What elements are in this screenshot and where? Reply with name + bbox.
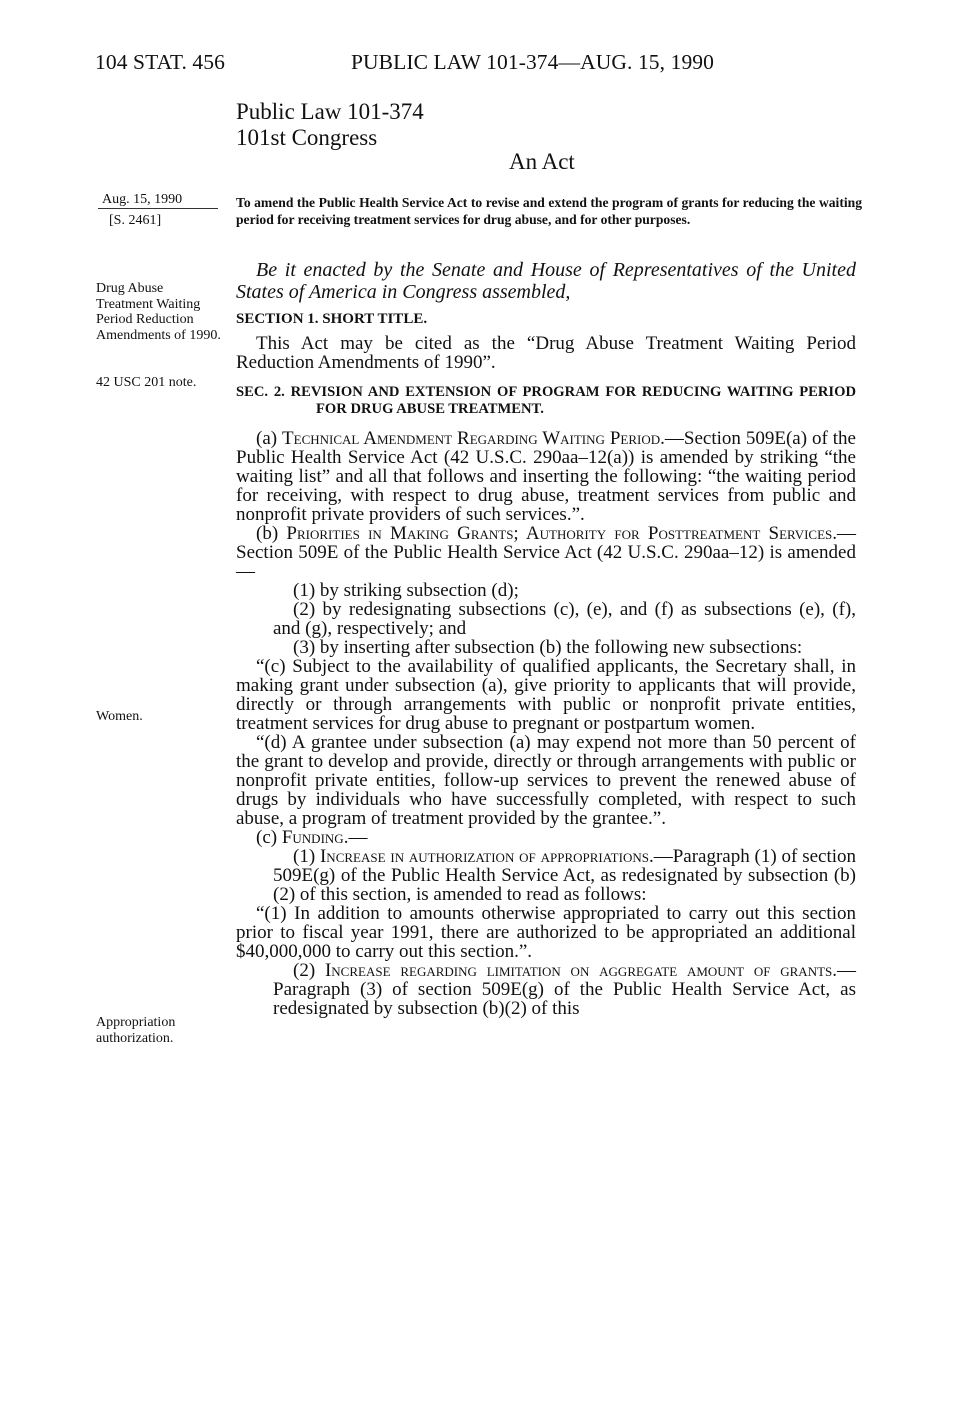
subsection-a-heading: Technical Amendment Regarding Waiting Period [282,428,661,449]
paragraph-c2-text: .—Paragraph (3) of section 509E(g) of the Public Health Service Act, as redesignated by subsection (b)(2) of this [273,960,857,1019]
subsection-c-label: (c) [256,827,282,848]
act-body [236,259,856,1018]
paragraph-c2 [236,961,856,1018]
subsection-c-heading: Funding [281,827,344,848]
subsection-c [236,828,856,847]
paragraph-c2-label: (2) [293,960,325,981]
subsection-a-label: (a) [256,428,283,449]
law-number: Public Law 101-374 [236,99,424,124]
congress-number: 101st Congress [236,125,378,150]
paragraph-c1-heading: Increase in authorization of appropriations [319,846,649,867]
quoted-subsection-d: “(d) A grantee under subsection (a) may expend not more than 50 percent of the grant to develop and provide, directly or through arrangements with public or nonprofit private entities, follow-up services to prevent the renewed abuse of drugs by individuals who have successfully completed, with respect to such abuse, a program of treatment provided by the grantee.”. [236,732,856,829]
section-1-heading: SECTION 1. SHORT TITLE. [236,311,428,327]
paragraph-c1-text: .—Paragraph (1) of section 509E(g) of the Public Health Service Act, as redesignated by subsection (b)(2) of this section, is amended to read as follows: [273,846,857,905]
section-1-text: This Act may be cited as the “Drug Abuse Treatment Waiting Period Reduction Amendments of 1990”. [236,333,856,373]
margin-short-title-note: Drug Abuse Treatment Waiting Period Reduction Amendments of 1990. [96,281,221,343]
margin-divider [98,208,218,209]
act-purpose: To amend the Public Health Service Act to revise and extend the program of grants for reducing the waiting period for receiving treatment services for drug abuse, and for other purposes. [236,195,862,227]
running-header: PUBLIC LAW 101-374—AUG. 15, 1990 [351,50,714,74]
enacting-clause: Be it enacted by the Senate and House of Representatives of the United States of America in Congress assembled, [236,259,856,303]
paragraph-c2-heading: Increase regarding limitation on aggregate amount of grants [324,960,833,981]
margin-women-note: Women. [96,709,143,724]
subsection-a [236,429,856,524]
paragraph-b1: (1) by striking subsection (d); [293,580,519,601]
paragraph-b2: (2) by redesignating subsections (c), (e), and (f) as subsections (e), (f), and (g), respectively; and [273,599,856,639]
margin-bill-number: [S. 2461] [109,213,162,228]
subsection-b-heading: Priorities in Making Grants; Authority for Posttreatment Services [286,523,833,544]
paragraph-c1-label: (1) [293,846,320,867]
section-2-heading: SEC. 2. REVISION AND EXTENSION OF PROGRAM FOR REDUCING WAITING PERIOD FOR DRUG ABUSE TREATMENT. [236,384,856,417]
subsection-a-text: .—Section 509E(a) of the Public Health Service Act (42 U.S.C. 290aa–12(a)) is amended by striking “the waiting list” and all that follows and inserting the following: “the waiting period for receiving, with respect to drug abuse, treatment services from public and nonprofit private providers of such services.”. [236,428,856,525]
quoted-subsection-c: “(c) Subject to the availability of qualified applicants, the Secretary shall, in making grant under subsection (a), give priority to applicants that will provide, directly or through arrangements with public or nonprofit private entities, treatment services for drug abuse to pregnant or postpartum women. [236,656,856,734]
act-title: An Act [509,149,575,174]
paragraph-b3: (3) by inserting after subsection (b) the following new subsections: [293,637,803,658]
quoted-paragraph-1: “(1) In addition to amounts otherwise appropriated to carry out this section prior to fiscal year 1991, there are authorized to be appropriated an additional $40,000,000 to carry out this section.”. [236,903,856,962]
margin-usc-note: 42 USC 201 note. [96,375,197,390]
subsection-b [236,524,856,581]
subsection-c-dash: .— [343,827,368,848]
margin-date: Aug. 15, 1990 [102,192,183,207]
subsection-b-text: .—Section 509E of the Public Health Service Act (42 U.S.C. 290aa–12) is amended— [236,523,857,582]
paragraph-c1 [236,847,856,904]
margin-appropriation-note: Appropriation authorization. [96,1015,176,1046]
subsection-b-label: (b) [256,523,287,544]
page-stat-citation: 104 STAT. 456 [95,50,225,74]
